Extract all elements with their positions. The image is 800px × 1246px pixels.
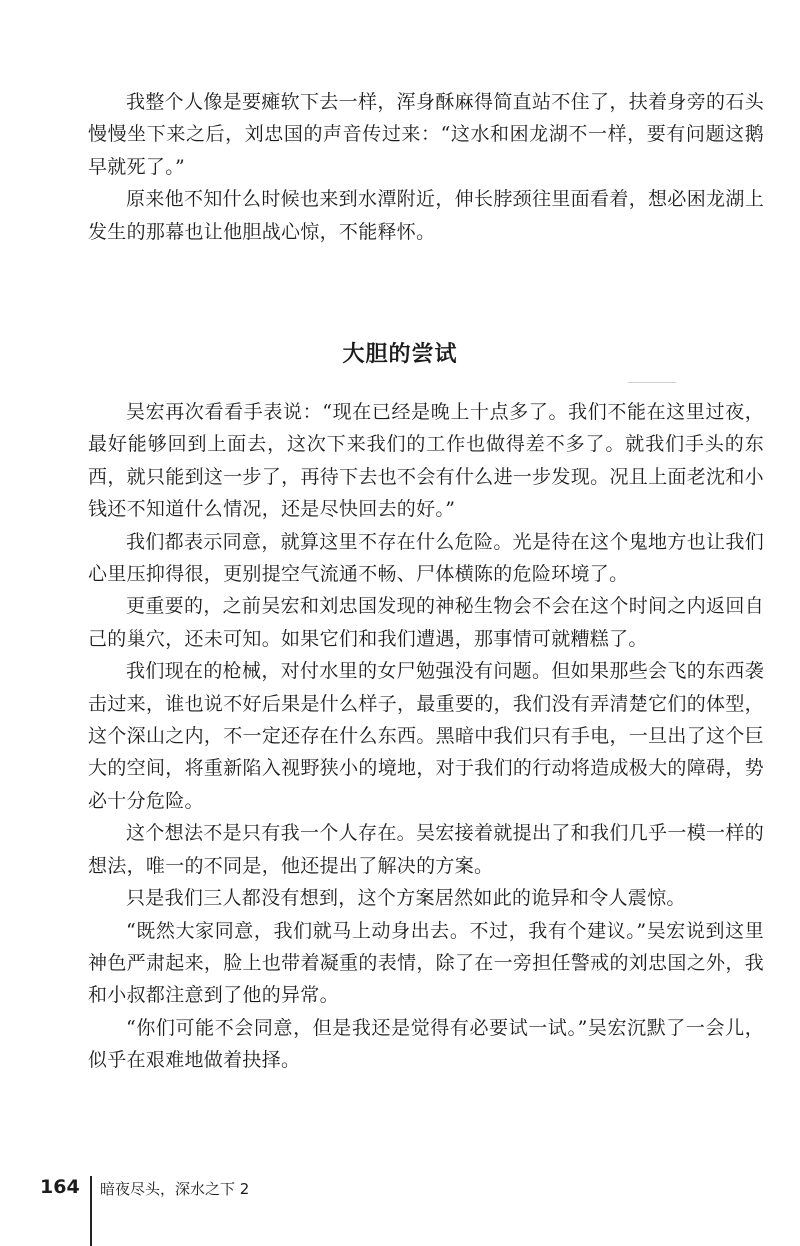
running-title: 暗夜尽头，深水之下 2 xyxy=(100,1180,250,1198)
paragraph: 我们都表示同意，就算这里不存在什么危险。光是待在这个鬼地方也让我们心里压抑得很，更别提空气流通不畅、尸体横陈的危险环境了。 xyxy=(88,530,764,586)
paragraph: “你们可能不会同意，但是我还是觉得有必要试一试。”吴宏沉默了一会儿，似乎在艰难地做着抉择。 xyxy=(88,1016,764,1072)
page-number: 164 xyxy=(40,1176,80,1198)
decorative-line xyxy=(628,382,676,383)
paragraph: 我们现在的枪械，对付水里的女尸勉强没有问题。但如果那些会飞的东西袭击过来，谁也说不好后果是什么样子，最重要的，我们没有弄清楚它们的体型，这个深山之内，不一定还存在什么东西。黑暗中我们只有手电，一旦出了这个巨大的空间，将重新陷入视野狭小的境地，对于我们的行动将造成极大的障碍，势必十分危险。 xyxy=(88,660,764,812)
paragraph: 这个想法不是只有我一个人存在。吴宏接着就提出了和我们几乎一模一样的想法，唯一的不同是，他还提出了解决的方案。 xyxy=(88,822,764,877)
paragraph: “既然大家同意，我们就马上动身出去。不过，我有个建议。”吴宏说到这里神色严肃起来，脸上也带着凝重的表情，除了在一旁担任警戒的刘忠国之外，我和小叔都注意到了他的异常。 xyxy=(88,919,764,1007)
paragraph: 只是我们三人都没有想到，这个方案居然如此的诡异和令人震惊。 xyxy=(126,887,686,910)
paragraph: 我整个人像是要瘫软下去一样，浑身酥麻得简直站不住了，扶着身旁的石头慢慢坐下来之后，刘忠国的声音传过来：“这水和困龙湖不一样，要有问题这鹅早就死了。” xyxy=(88,91,764,178)
footer-divider xyxy=(90,1176,92,1246)
section-top xyxy=(88,86,764,248)
paragraph: 吴宏再次看看手表说：“现在已经是晚上十点多了。我们不能在这里过夜，最好能够回到上面去，这次下来我们的工作也做得差不多了。就我们手头的东西，就只能到这一步了，再待下去也不会有什么进一步发现。况且上面老沈和小钱还不知道什么情况，还是尽快回去的好。” xyxy=(88,401,764,521)
chapter-title: 大胆的尝试 xyxy=(342,342,458,367)
section-main xyxy=(88,396,764,1077)
paragraph: 更重要的，之前吴宏和刘忠国发现的神秘生物会不会在这个时间之内返回自己的巢穴，还未可知。如果它们和我们遭遇，那事情可就糟糕了。 xyxy=(88,595,764,650)
paragraph: 原来他不知什么时候也来到水潭附近，伸长脖颈往里面看着，想必困龙湖上发生的那幕也让他胆战心惊，不能释怀。 xyxy=(88,188,764,243)
